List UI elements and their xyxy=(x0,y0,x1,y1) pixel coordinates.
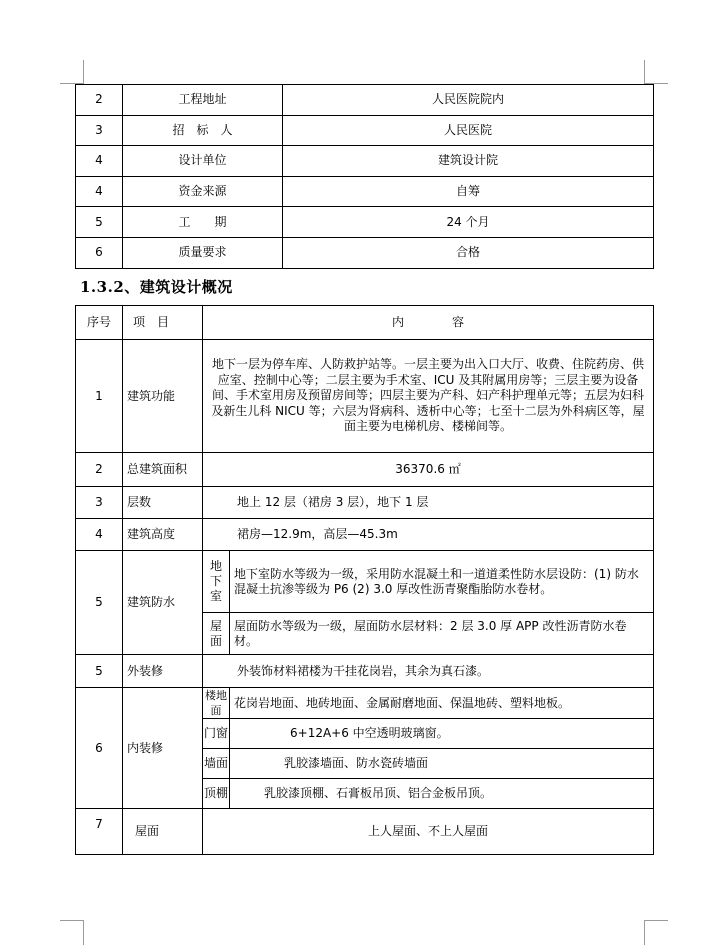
row-item: 建筑高度 xyxy=(123,519,203,551)
row-label: 工 期 xyxy=(123,207,283,238)
exterior-content: 外装饰材料裙楼为干挂花岗岩，其余为真石漆。 xyxy=(203,655,654,688)
table-row xyxy=(76,519,654,551)
sub-label: 顶棚 xyxy=(203,779,230,809)
crop-mark xyxy=(644,920,645,945)
section-title: 1.3.2、建筑设计概况 xyxy=(80,278,233,296)
row-label: 工程地址 xyxy=(123,85,283,116)
row-number: 6 xyxy=(76,688,123,809)
sub-content: 乳胶漆墙面、防水瓷砖墙面 xyxy=(230,749,654,779)
row-value: 自筹 xyxy=(283,176,654,207)
crop-mark xyxy=(83,920,84,945)
crop-mark xyxy=(644,60,645,84)
table-row xyxy=(76,146,654,177)
sub-label: 地下室 xyxy=(203,551,230,613)
roof-content: 上人屋面、不上人屋面 xyxy=(203,809,654,855)
row-item: 总建筑面积 xyxy=(123,453,203,487)
sub-content: 地下室防水等级为一级，采用防水混凝土和一道道柔性防水层设防：(1) 防水混凝土抗渗等级为 P6 (2) 3.0 厚改性沥青聚酯胎防水卷材。 xyxy=(230,551,654,613)
row-item: 层数 xyxy=(123,487,203,519)
row-label: 设计单位 xyxy=(123,146,283,177)
table-row xyxy=(76,85,654,116)
row-value: 建筑设计院 xyxy=(283,146,654,177)
row-item: 建筑功能 xyxy=(123,340,203,453)
table-row xyxy=(76,115,654,146)
row-value: 人民医院院内 xyxy=(283,85,654,116)
row-item: 外装修 xyxy=(123,655,203,688)
table-row xyxy=(76,688,654,719)
row-value: 合格 xyxy=(283,237,654,268)
table-row xyxy=(76,809,654,855)
area-content: 36370.6 ㎡ xyxy=(203,453,654,487)
design-overview-table xyxy=(75,305,654,855)
sub-content: 6+12A+6 中空透明玻璃窗。 xyxy=(230,719,654,749)
row-number: 4 xyxy=(76,519,123,551)
table-row xyxy=(76,551,654,613)
row-number: 2 xyxy=(76,453,123,487)
row-value: 人民医院 xyxy=(283,115,654,146)
sub-content: 花岗岩地面、地砖地面、金属耐磨地面、保温地砖、塑料地板。 xyxy=(230,688,654,719)
row-number: 2 xyxy=(76,85,123,116)
row-label: 质量要求 xyxy=(123,237,283,268)
height-content: 裙房—12.9m，高层—45.3m xyxy=(203,519,654,551)
floors-content: 地上 12 层（裙房 3 层），地下 1 层 xyxy=(203,487,654,519)
row-number: 5 xyxy=(76,551,123,655)
table-row xyxy=(76,176,654,207)
sub-label: 墙面 xyxy=(203,749,230,779)
header-content: 内 容 xyxy=(203,306,654,340)
row-label: 资金来源 xyxy=(123,176,283,207)
header-row xyxy=(76,306,654,340)
sub-label: 楼地面 xyxy=(203,688,230,719)
row-number: 3 xyxy=(76,115,123,146)
row-item: 屋面 xyxy=(123,809,203,855)
row-item: 内装修 xyxy=(123,688,203,809)
crop-mark xyxy=(83,60,84,84)
row-item: 建筑防水 xyxy=(123,551,203,655)
row-number: 7 xyxy=(76,809,123,855)
header-no: 序号 xyxy=(76,306,123,340)
row-number: 1 xyxy=(76,340,123,453)
table-row xyxy=(76,453,654,487)
crop-mark xyxy=(644,920,668,921)
row-number: 4 xyxy=(76,176,123,207)
table-row xyxy=(76,340,654,453)
project-info-table xyxy=(75,84,654,269)
header-item: 项 目 xyxy=(123,306,203,340)
row-number: 6 xyxy=(76,237,123,268)
crop-mark xyxy=(60,920,84,921)
table-row xyxy=(76,655,654,688)
row-value: 24 个月 xyxy=(283,207,654,238)
row-number: 5 xyxy=(76,655,123,688)
sub-label: 屋面 xyxy=(203,613,230,655)
table-row xyxy=(76,207,654,238)
sub-label: 门窗 xyxy=(203,719,230,749)
table-row xyxy=(76,487,654,519)
sub-content: 屋面防水等级为一级，屋面防水层材料：2 层 3.0 厚 APP 改性沥青防水卷材。 xyxy=(230,613,654,655)
row-number: 3 xyxy=(76,487,123,519)
row-number: 4 xyxy=(76,146,123,177)
sub-content: 乳胶漆顶棚、石膏板吊顶、铝合金板吊顶。 xyxy=(230,779,654,809)
table-row xyxy=(76,237,654,268)
row-label: 招 标 人 xyxy=(123,115,283,146)
row-number: 5 xyxy=(76,207,123,238)
function-content: 地下一层为停车库、人防救护站等。一层主要为出入口大厅、收费、住院药房、供应室、控制中心等；二层主要为手术室、ICU 及其附属用房等；三层主要为设备间、手术室用房及预留房间等；四层主要为产科、妇产科护理单元等；五层为妇科及新生儿科 NICU 等；六层为肾病科、透析中心等；七至十二层为外科病区等，屋面主要为电梯机房、楼梯间等。 xyxy=(203,340,654,453)
